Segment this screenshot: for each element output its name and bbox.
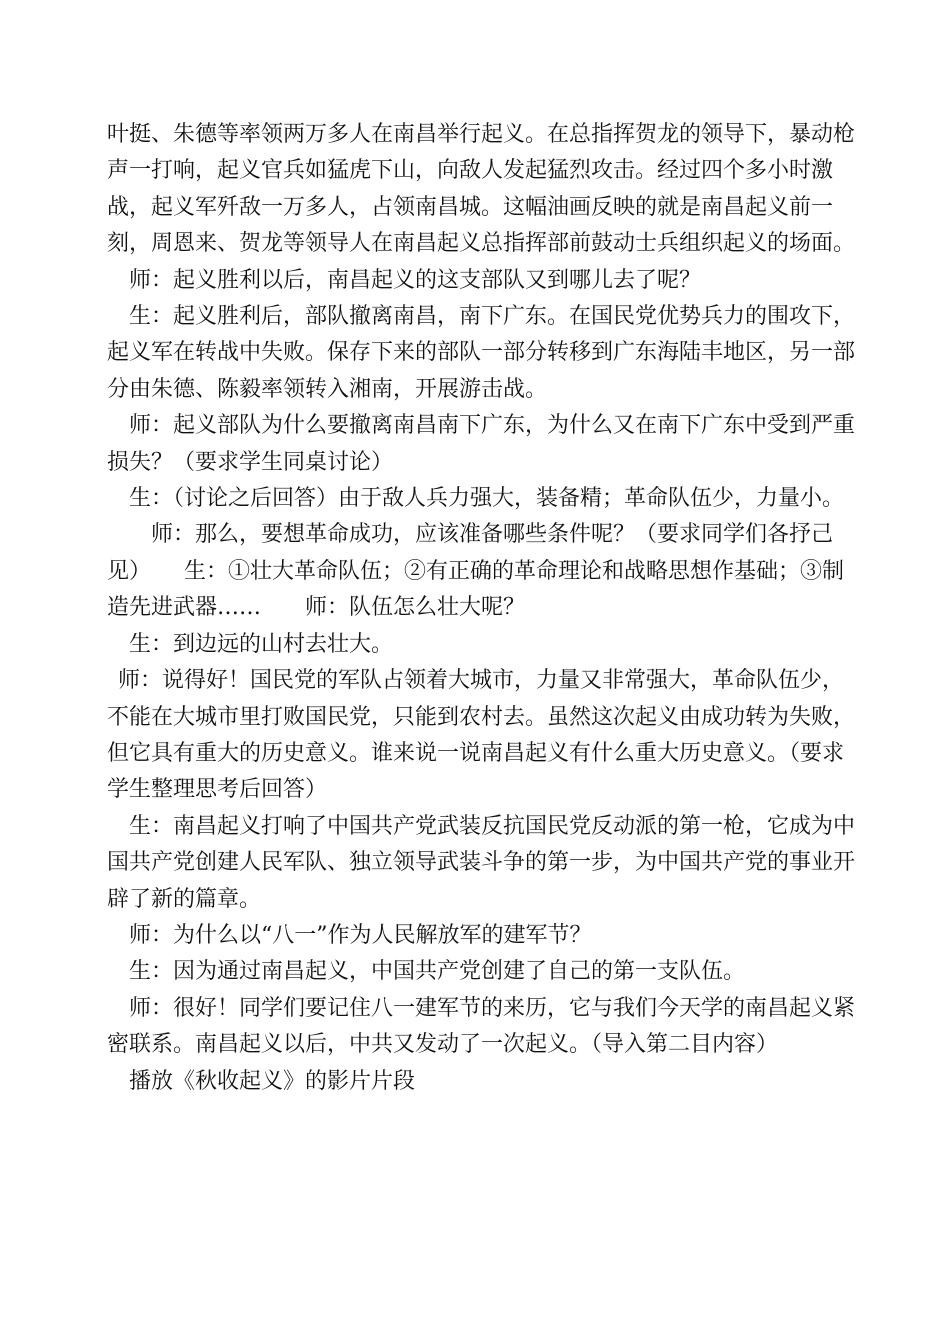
paragraph: 生：南昌起义打响了中国共产党武装反抗国民党反动派的第一枪，它成为中国共产党创建人民军队、独立领导武装斗争的第一步，为中国共产党的事业开辟了新的篇章。	[107, 813, 856, 912]
paragraph: 师：起义部队为什么要撤离南昌南下广东，为什么又在南下广东中受到严重损失？（要求学生同桌讨论）	[107, 413, 856, 475]
paragraph: 师：说得好！国民党的军队占领着大城市，力量又非常强大，革命队伍少，不能在大城市里打败国民党，只能到农村去。虽然这次起义由成功转为失败，但它具有重大的历史意义。谁来说一说南昌起义有什么重大历史意义。（要求学生整理思考后回答）	[107, 668, 856, 803]
paragraph: 师：那么，要想革命成功，应该准备哪些条件呢？（要求同学们各抒己见） 生：①壮大革命队伍；②有正确的革命理论和战略思想作基础；③制造先进武器…… 师：队伍怎么壮大呢？	[107, 522, 845, 621]
paragraph: 播放《秋收起义》的影片片段	[129, 1068, 416, 1094]
paragraph: 生：（讨论之后回答）由于敌人兵力强大，装备精；革命队伍少，力量小。	[129, 486, 845, 512]
paragraph: 生：因为通过南昌起义，中国共产党创建了自己的第一支队伍。	[129, 959, 746, 985]
paragraph: 生：到边远的山村去壮大。	[129, 631, 394, 657]
paragraph: 叶挺、朱德等率领两万多人在南昌举行起义。在总指挥贺龙的领导下，暴动枪声一打响，起义官兵如猛虎下山，向敌人发起猛烈攻击。经过四个多小时激战，起义军歼敌一万多人，占领南昌城。这幅油画反映的就是南昌起义前一刻，周恩来、贺龙等领导人在南昌起义总指挥部前鼓动士兵组织起义的场面。	[107, 122, 856, 257]
paragraph: 师：为什么以“八一”作为人民解放军的建军节？	[129, 922, 592, 948]
paragraph: 师：很好！同学们要记住八一建军节的来历，它与我们今天学的南昌起义紧密联系。南昌起义以后，中共又发动了一次起义。（导入第二目内容）	[107, 995, 856, 1058]
paragraph: 生：起义胜利后，部队撤离南昌，南下广东。在国民党优势兵力的围攻下，起义军在转战中失败。保存下来的部队一部分转移到广东海陆丰地区，另一部分由朱德、陈毅率领转入湘南，开展游击战。	[107, 304, 856, 402]
paragraph: 师：起义胜利以后，南昌起义的这支部队又到哪儿去了呢？	[129, 267, 702, 293]
document-body	[107, 117, 857, 1100]
